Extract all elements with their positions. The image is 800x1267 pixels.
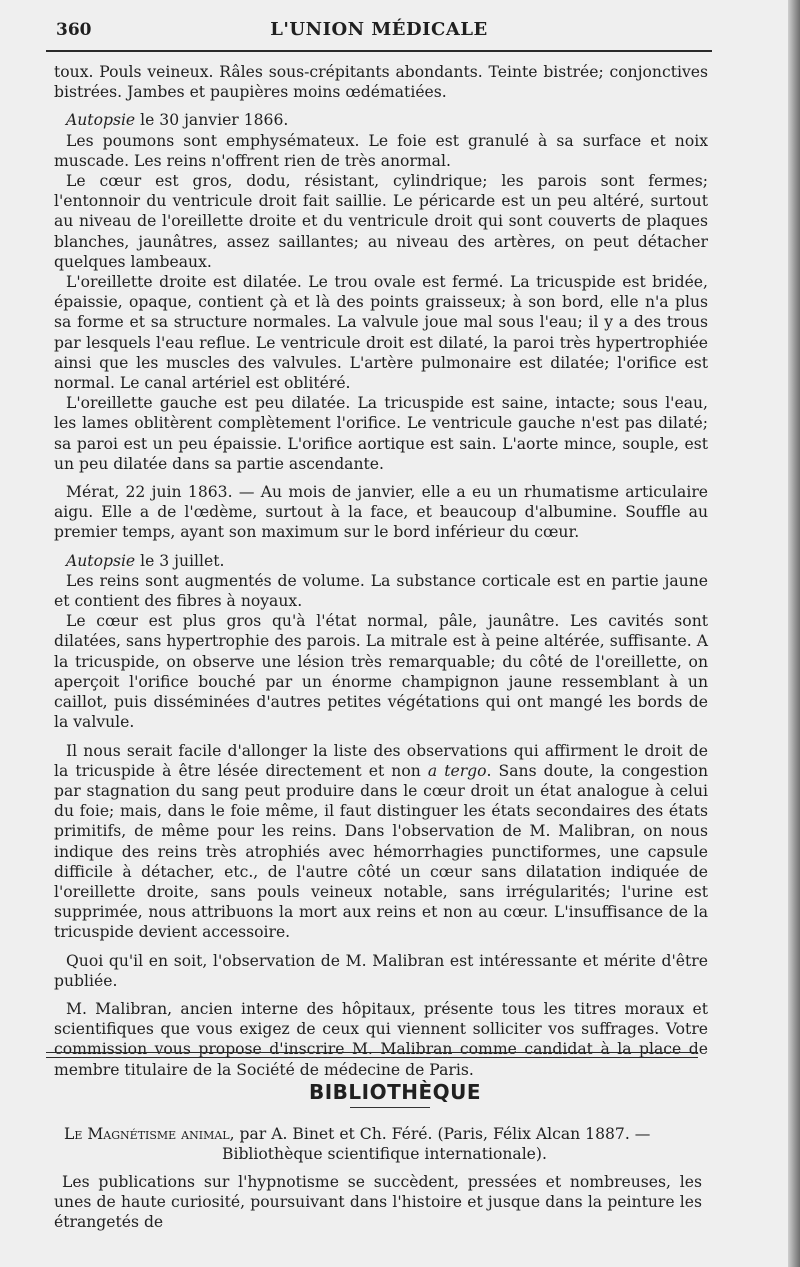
paragraph: Les reins sont augmentés de volume. La substance corticale est en partie jaune et contient des fibres à noyaux. <box>54 571 708 611</box>
paragraph: Quoi qu'il en soit, l'observation de M. Malibran est intéressante et mérite d'être publiée. <box>54 951 708 990</box>
paragraph: Mérat, 22 juin 1863. — Au mois de janvier, elle a eu un rhumatisme articulaire aigu. Elle a de l'œdème, surtout à la face, et beaucoup d'albumine. Souffle au premier temps, ayant son maximum sur le bord inférieur du cœur. <box>54 483 708 542</box>
paragraph: L'oreillette droite est dilatée. Le trou ovale est fermé. La tricuspide est bridée, épaissie, opaque, contient çà et là des points graisseux; à son bord, elle n'a plus sa forme et sa structure normales. La valvule joue mal sous l'eau; il y a des trous par lesquels l'eau reflue. Le ventricule droit est dilaté, la paroi très hypertrophiée ainsi que les muscles des valvules. L'artère pulmonaire est dilatée; l'orifice est normal. Le canal artériel est oblitéré. <box>54 273 708 393</box>
page-header <box>48 18 710 48</box>
section-divider <box>46 1052 698 1058</box>
running-head: L'UNION MÉDICALE <box>270 19 488 40</box>
paragraph-text: . Sans doute, la congestion par stagnation du sang peut produire dans le cœur droit un état analogue à celui du foie; mais, dans le foie même, il faut distinguer les états secondaires des états primitifs, de même pour les reins. Dans l'observation de M. Malibran, on nous indique des reins très atrophiés avec hémorrhagies punctiformes, une capsule difficile à détacher, etc., de l'autre côté un cœur sans dilatation indiquée de l'oreillette droite, sans pouls veineux notable, sans irrégularités; l'urine est supprimée, nous attribuons la mort aux reins et non au cœur. L'insuffisance de la tricuspide devient accessoire. <box>54 761 708 942</box>
autopsie-date: le 3 juillet. <box>135 551 225 570</box>
page-edge-shadow <box>788 0 800 1267</box>
paragraph-text: Il nous serait facile d'allonger la liste des observations qui affirment le droit de la tricuspide à être lésée directement et non <box>54 741 708 780</box>
title-underline <box>350 1107 430 1108</box>
paragraph: L'oreillette gauche est peu dilatée. La tricuspide est saine, intacte; sous l'eau, les lames oblitèrent complètement l'orifice. Le ventricule gauche n'est pas dilaté; sa paroi est un peu épaissie. L'orifice aortique est sain. L'aorte mince, souple, est un peu dilatée dans sa partie ascendante. <box>54 394 708 473</box>
paragraph: Le cœur est plus gros qu'à l'état normal, pâle, jaunâtre. Les cavités sont dilatées, sans hypertrophie des parois. La mitrale est à peine altérée, suffisante. A la tricuspide, on observe une lésion très remarquable; du côté de l'oreillette, on aperçoit l'orifice bouché par un énorme champignon jaune ressemblant à un caillot, puis disséminées d'autres petites végétations qui ont mangé les bords de la valvule. <box>54 612 708 732</box>
paragraph <box>54 741 708 943</box>
review-text <box>54 1172 702 1233</box>
header-rule <box>46 50 712 52</box>
book-details: , par A. Binet et Ch. Féré. (Paris, Félix Alcan 1887. — <box>229 1125 651 1143</box>
paragraph: Les poumons sont emphysémateux. Le foie est granulé à sa surface et noix muscade. Les reins n'offrent rien de très anormal. <box>54 131 708 170</box>
page-number: 360 <box>56 20 92 40</box>
autopsie-date: le 30 janvier 1866. <box>135 111 289 130</box>
article-body <box>54 62 708 1080</box>
paragraph <box>54 110 708 130</box>
paragraph: Le cœur est gros, dodu, résistant, cylindrique; les parois sont fermes; l'entonnoir du ventricule droit fait saillie. Le péricarde est un peu altéré, surtout au niveau de l'oreillette droite et du ventricule droit qui sont couverts de plaques blanches, jaunâtres, assez saillantes; au niveau des artères, on peut détacher quelques lambeaux. <box>54 172 708 271</box>
paragraph: Les publications sur l'hypnotisme se succèdent, pressées et nombreuses, les unes de haute curiosité, poursuivant dans l'histoire et jusque dans la peinture les étrangetés de <box>54 1173 702 1232</box>
bibliography-entry <box>64 1124 704 1164</box>
paragraph: M. Malibran, ancien interne des hôpitaux, présente tous les titres moraux et scientifiques que vous exigez de ceux qui viennent solliciter vos suffrages. Votre commission vous propose d'inscrire M. Malibran comme candidat à la place de membre titulaire de la Société de médecine de Paris. <box>54 999 708 1079</box>
italic-term: a tergo <box>427 761 487 780</box>
paragraph: toux. Pouls veineux. Râles sous-crépitants abondants. Teinte bistrée; conjonctives bistrées. Jambes et paupières moins œdématiées. <box>54 63 708 102</box>
section-title: BIBLIOTHÈQUE <box>308 1080 482 1104</box>
entry-line <box>64 1124 704 1144</box>
book-series: Bibliothèque scientifique internationale). <box>222 1145 547 1163</box>
autopsie-label: Autopsie <box>66 551 136 570</box>
book-title: Le Magnétisme animal <box>64 1125 230 1143</box>
autopsie-label: Autopsie <box>66 111 136 130</box>
paragraph <box>54 551 708 571</box>
